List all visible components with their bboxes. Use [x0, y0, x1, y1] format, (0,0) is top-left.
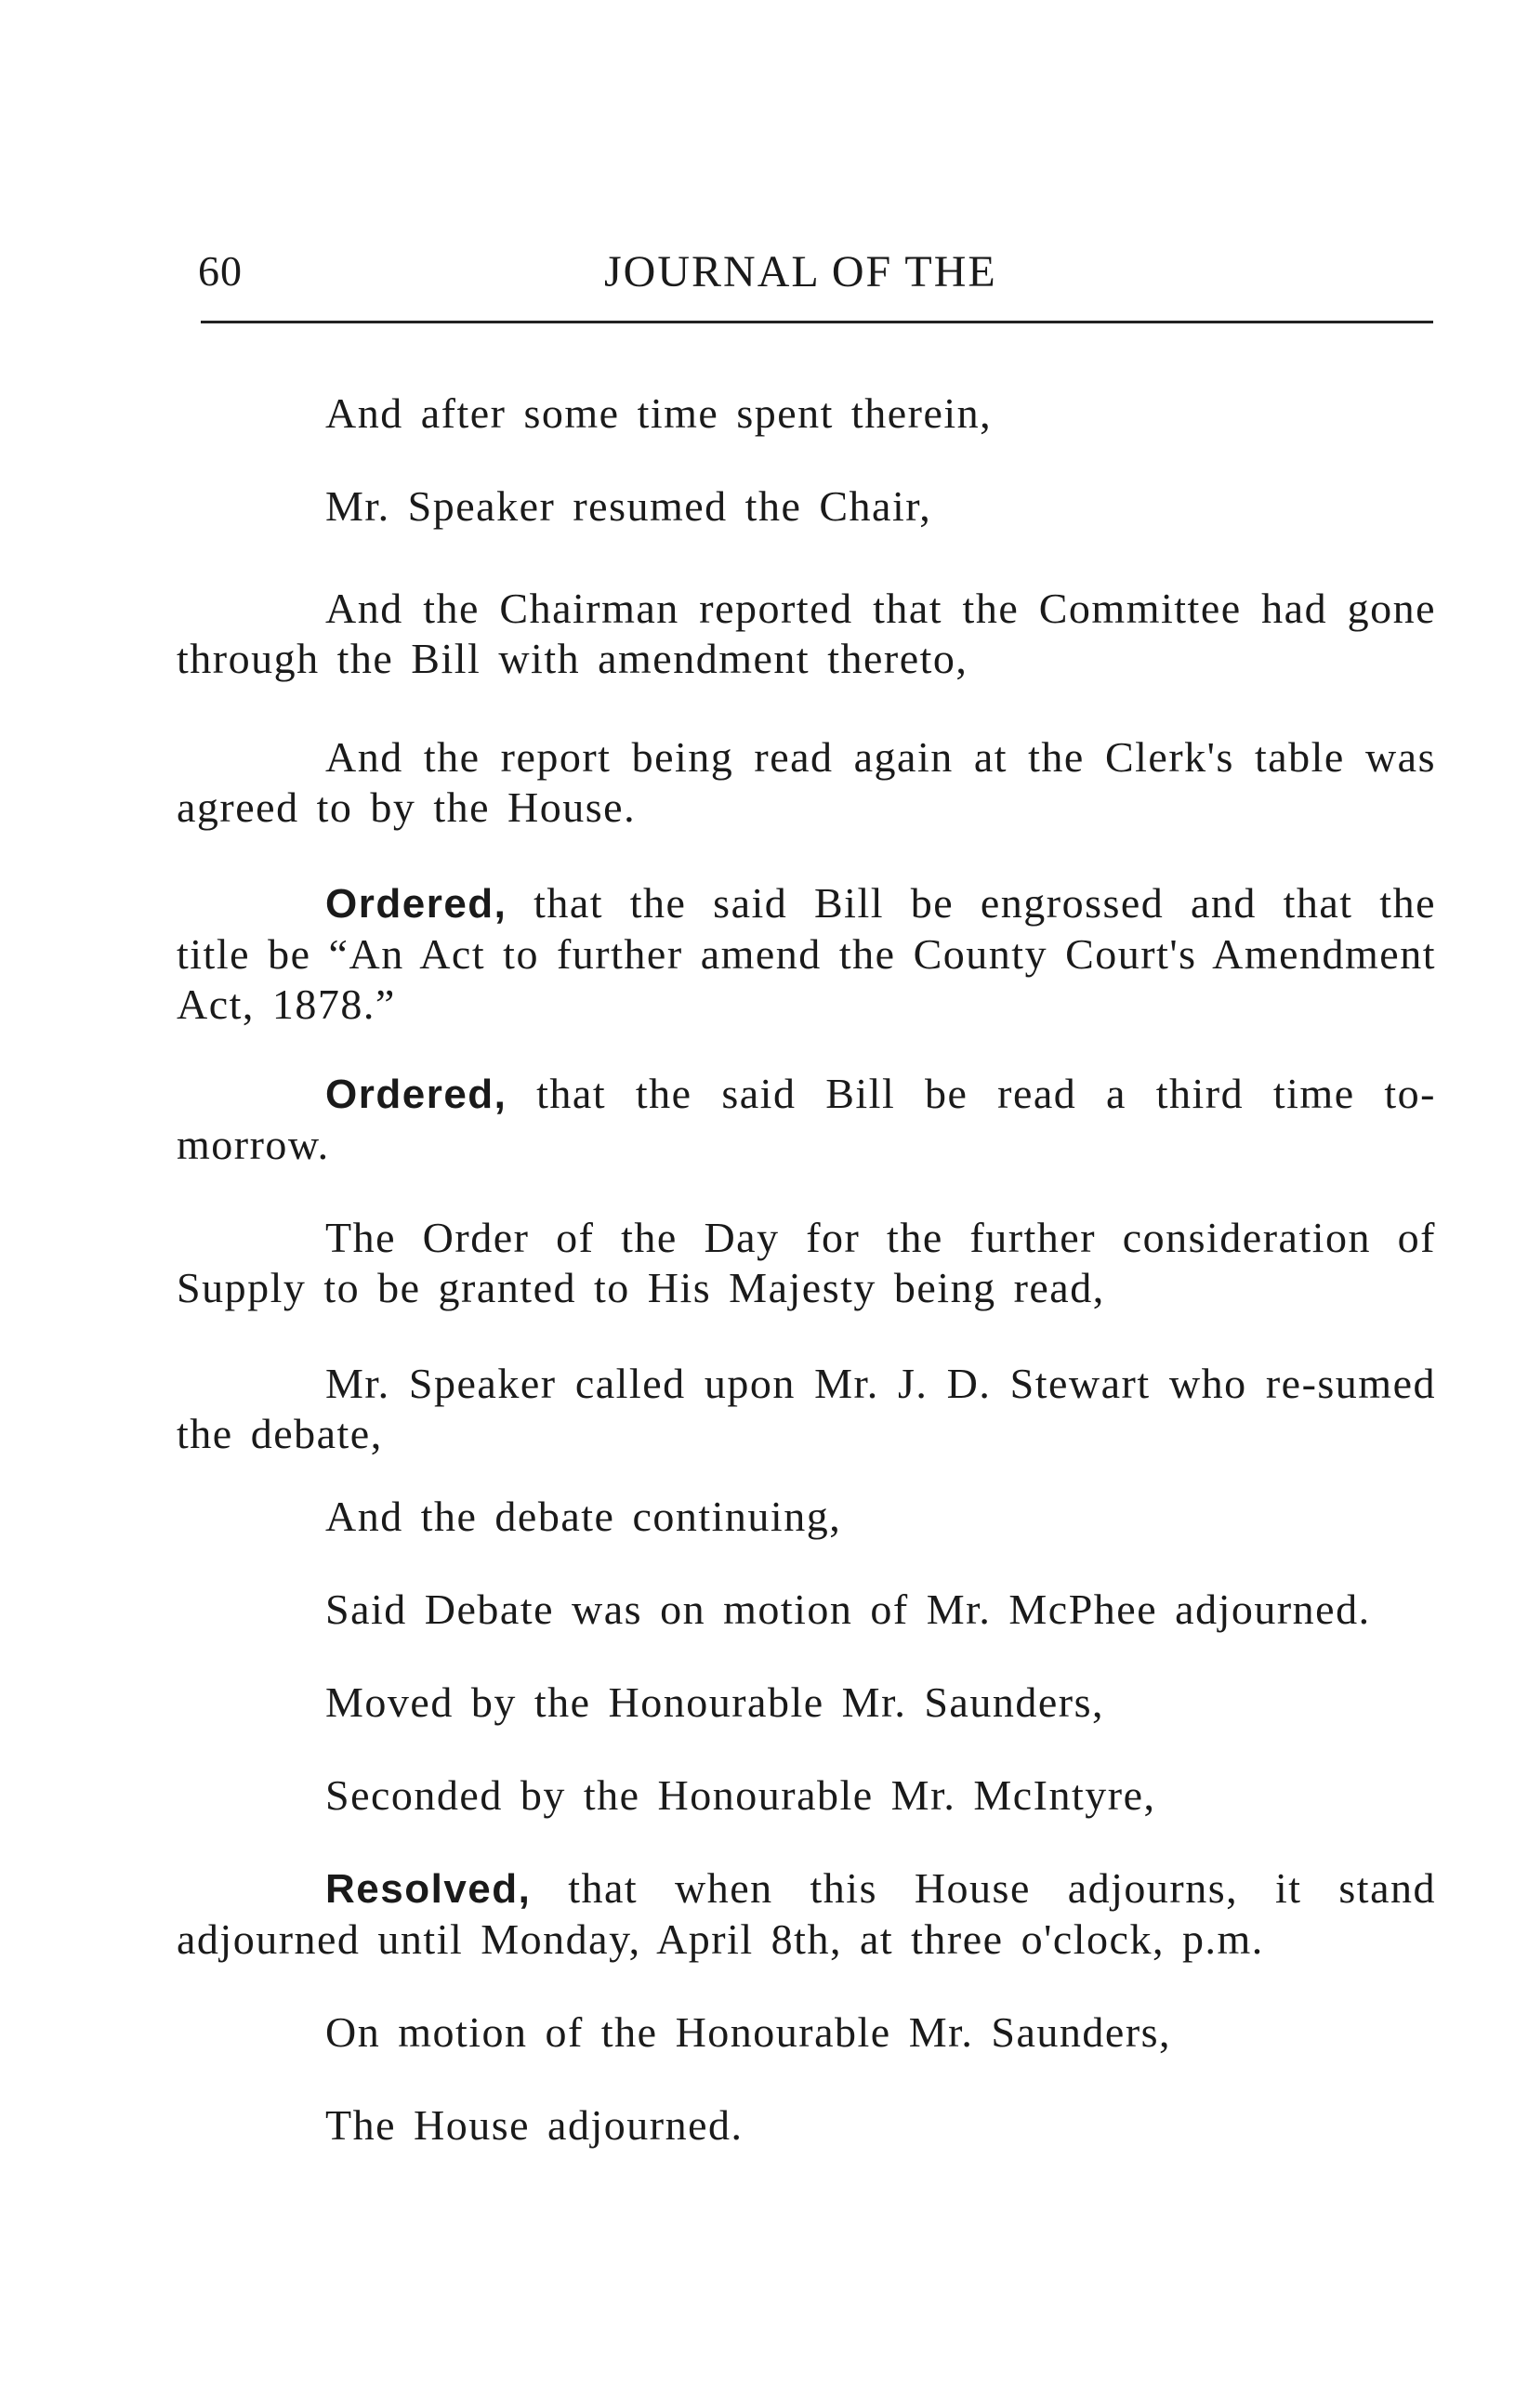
paragraph-text: And the debate continuing,: [325, 1493, 842, 1540]
paragraph-stewart-debate: [177, 1359, 1436, 1459]
paragraph-chairman-reported: [177, 584, 1436, 684]
paragraph-speaker-resumed: [177, 481, 1436, 532]
page-number: 60: [198, 247, 243, 295]
paragraph-report-read: [177, 732, 1436, 833]
paragraph-house-adjourned: [177, 2100, 1436, 2151]
paragraph-text: that the said Bill be read a third time to-morrow.: [177, 1070, 1436, 1168]
paragraph-text: that the said Bill be engrossed and that the title be “An Act to further amend the County Court's Amendment Act, 1878.”: [177, 879, 1436, 1028]
paragraph-text: And the report being read again at the Clerk's table was agreed to by the House.: [177, 733, 1436, 831]
paragraph-lead: Ordered,: [325, 881, 507, 927]
paragraph-ordered-third-reading: [177, 1069, 1436, 1170]
paragraph-time-spent: [177, 388, 1436, 439]
paragraph-text: On motion of the Honourable Mr. Saunders,: [325, 2008, 1172, 2056]
paragraph-order-of-day: [177, 1213, 1436, 1313]
running-head: JOURNAL OF THE: [604, 247, 997, 296]
paragraph-text: And after some time spent therein,: [325, 389, 993, 437]
paragraph-text: And the Chairman reported that the Committee had gone through the Bill with amendment thereto,: [177, 585, 1436, 682]
paragraph-text: Moved by the Honourable Mr. Saunders,: [325, 1678, 1104, 1726]
paragraph-debate-adjourned: [177, 1585, 1436, 1635]
paragraph-seconded-by: [177, 1770, 1436, 1821]
paragraph-text: Mr. Speaker called upon Mr. J. D. Stewart who re-sumed the debate,: [177, 1360, 1436, 1457]
paragraph-text: The Order of the Day for the further consideration of Supply to be granted to His Majesty being read,: [177, 1214, 1436, 1311]
paragraph-debate-continuing: [177, 1492, 1436, 1542]
paragraph-lead: Resolved,: [325, 1866, 532, 1912]
paragraph-moved-by: [177, 1678, 1436, 1728]
paragraph-text: Seconded by the Honourable Mr. McIntyre,: [325, 1771, 1156, 1819]
paragraph-on-motion: [177, 2007, 1436, 2058]
paragraph-lead: Ordered,: [325, 1072, 507, 1117]
paragraph-text: Mr. Speaker resumed the Chair,: [325, 482, 932, 530]
paragraph-text: that when this House adjourns, it stand adjourned until Monday, April 8th, at three o'clock, p.m.: [177, 1864, 1436, 1963]
paragraph-ordered-engrossed: [177, 878, 1436, 1030]
paragraph-resolved: [177, 1863, 1436, 1965]
paragraph-text: The House adjourned.: [325, 2101, 744, 2149]
header-rule: [201, 321, 1433, 323]
paragraph-text: Said Debate was on motion of Mr. McPhee adjourned.: [325, 1586, 1371, 1633]
